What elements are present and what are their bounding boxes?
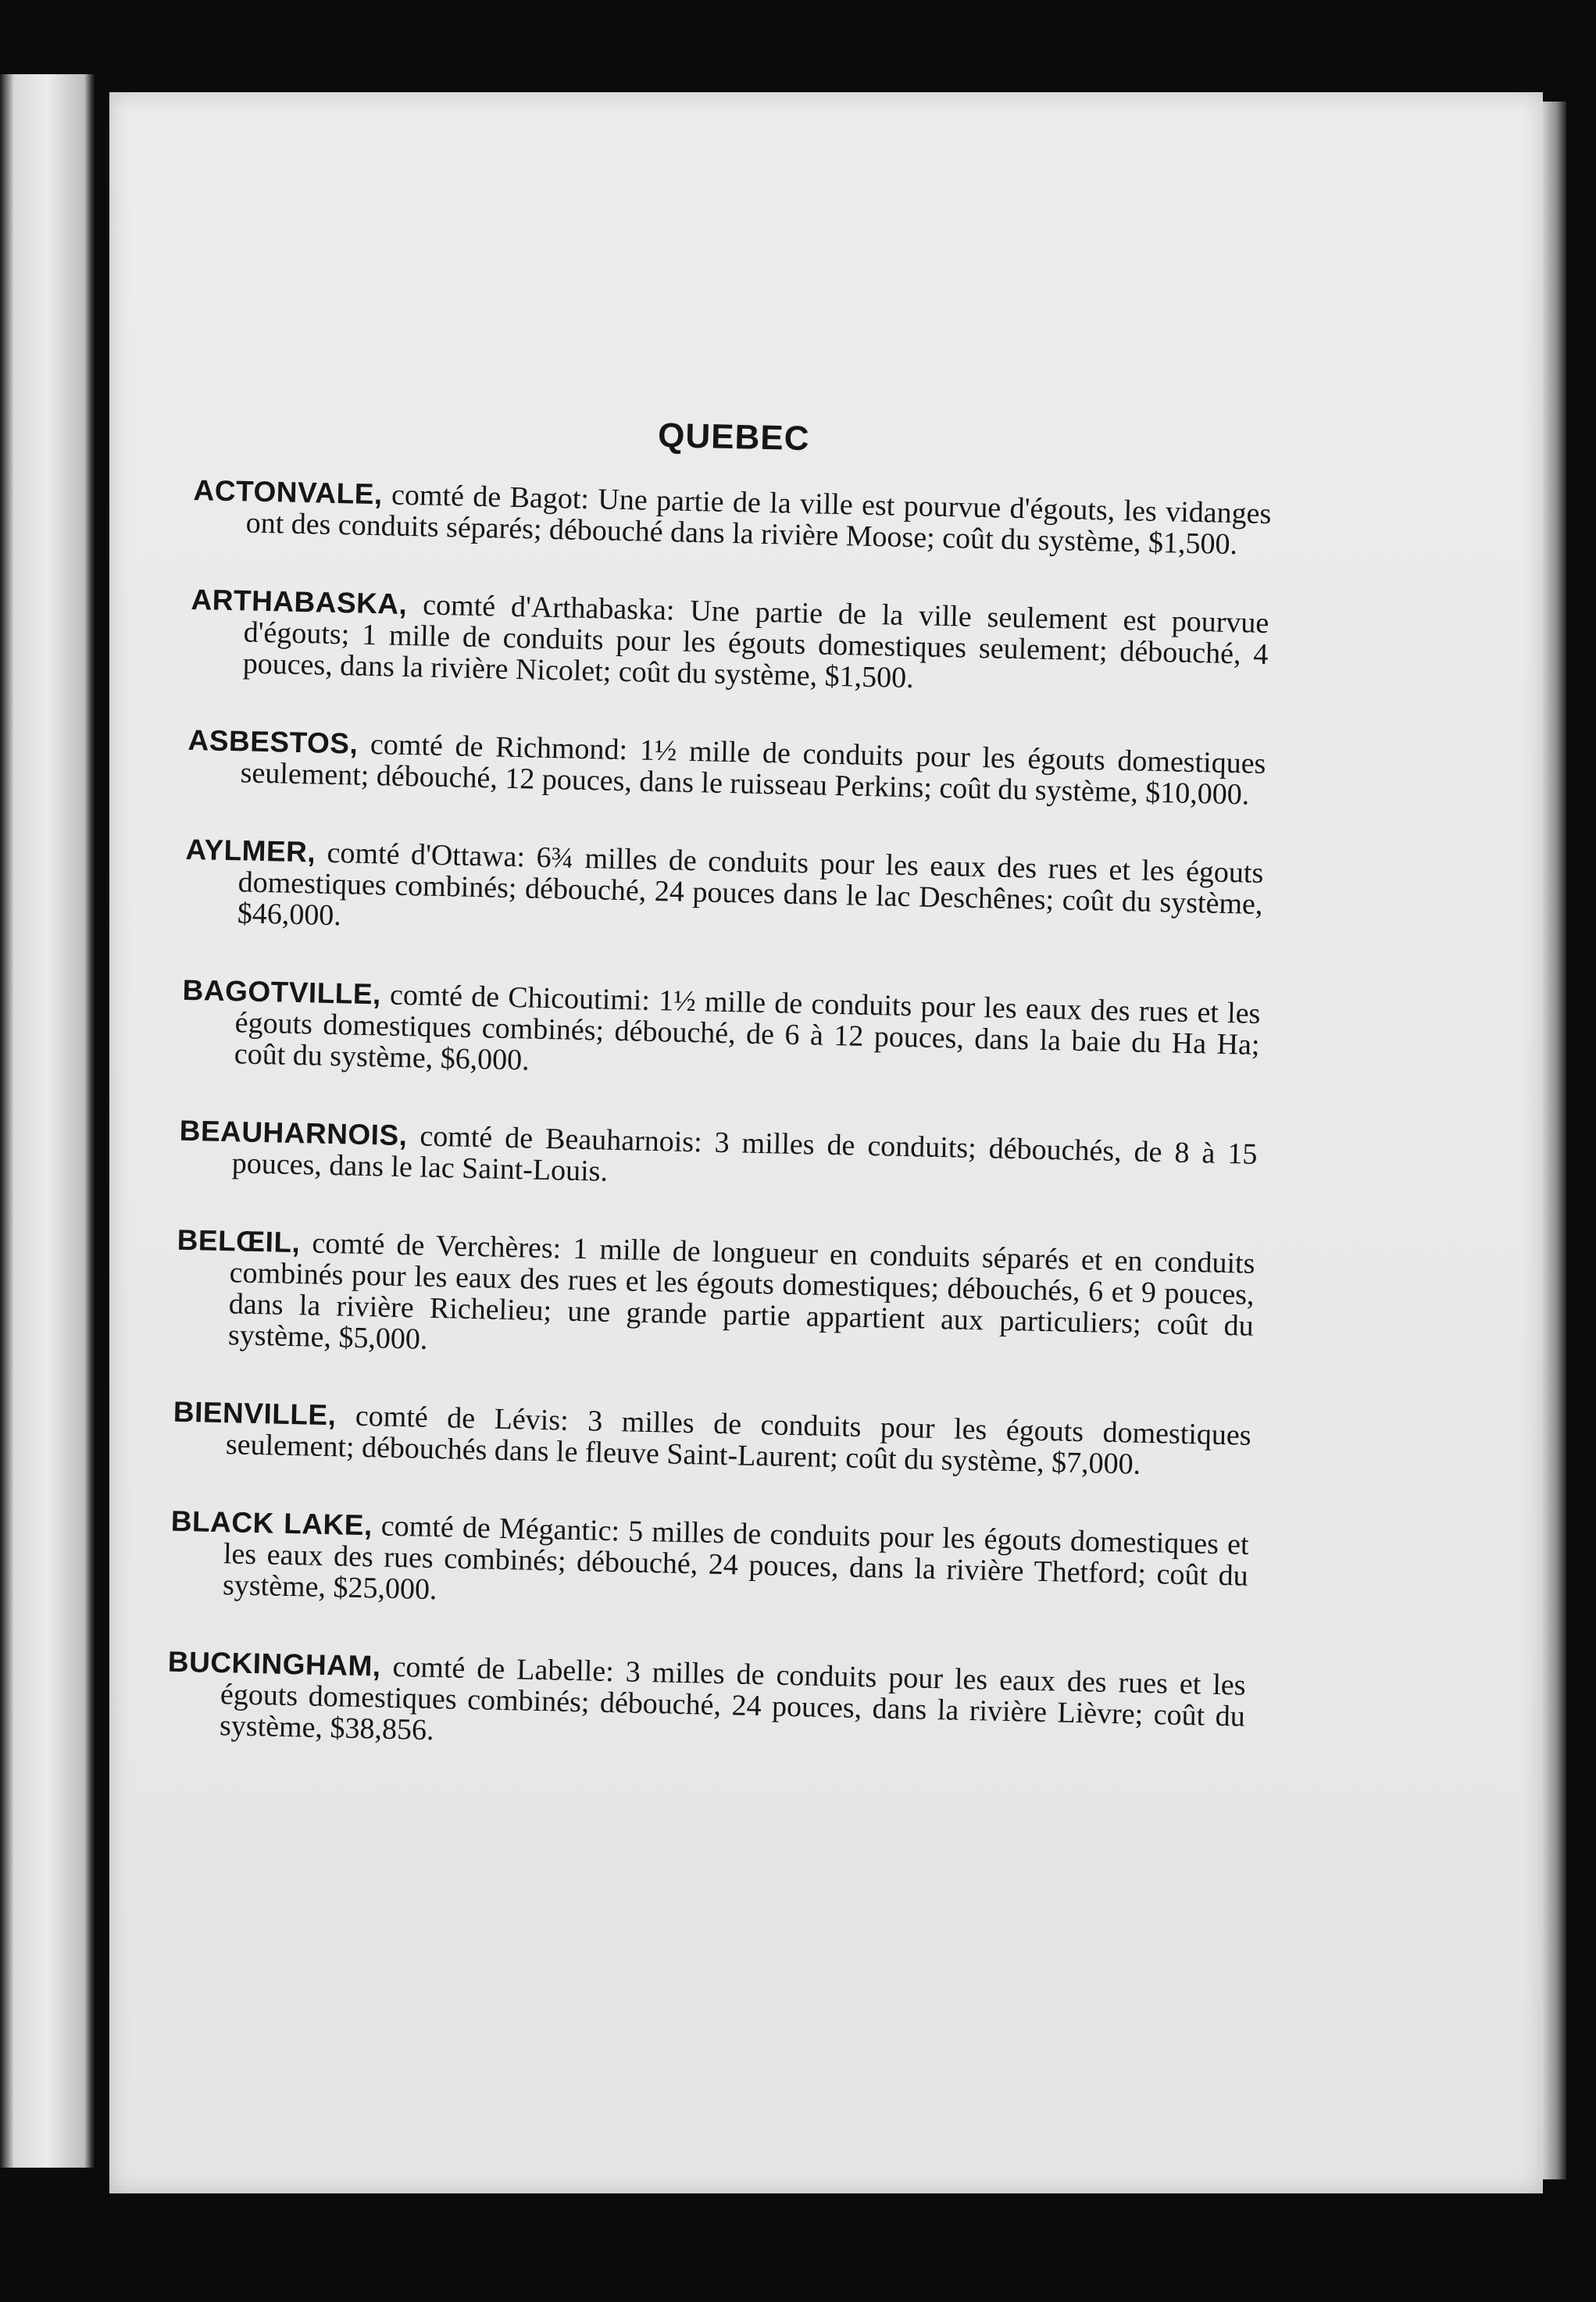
entry-actonvale xyxy=(192,475,1271,561)
entry-description: comté de Mégantic: 5 milles de conduits pour les égouts domestiques et les eaux des rues combinés; débouché, 24 pouces, dans la rivière Thetford; coût du système, $25,000. xyxy=(222,1509,1249,1607)
entry-bagotville xyxy=(181,975,1261,1092)
entry-aylmer xyxy=(184,834,1263,951)
entry-black-lake xyxy=(170,1506,1249,1623)
entry-place-name: BAGOTVILLE, xyxy=(182,973,382,1011)
page-right-edge xyxy=(1543,102,1566,2179)
entry-arthabaska xyxy=(189,584,1269,701)
entry-place-name: ARTHABASKA, xyxy=(191,583,408,620)
entry-beloeil xyxy=(175,1225,1255,1373)
entry-place-name: BEAUHARNOIS, xyxy=(179,1114,408,1152)
entry-buckingham xyxy=(166,1647,1246,1764)
entry-place-name: ASBESTOS, xyxy=(187,723,359,760)
entry-place-name: BELŒIL, xyxy=(177,1223,301,1259)
entry-place-name: BLACK LAKE, xyxy=(170,1504,373,1542)
page-heading: QUEBEC xyxy=(657,416,810,459)
entry-description: comté de Bagot: Une partie de la ville est pourvue d'égouts, les vidanges ont des conduits séparés; débouché dans la rivière Moose; coût du système, $1,500. xyxy=(245,478,1272,562)
facing-page-edge xyxy=(0,74,94,2168)
entry-beauharnois xyxy=(178,1115,1257,1201)
entry-description: comté d'Arthabaska: Une partie de la ville seulement est pourvue d'égouts; 1 mille de conduits pour les égouts domestiques seulement; débouché, 4 pouces, dans la rivière Nicolet; coût du système, $1,500. xyxy=(242,588,1269,695)
entry-description: comté d'Ottawa: 6¾ milles de conduits pour les eaux des rues et les égouts domestiques combinés; débouché, 24 pouces dans le lac Deschênes; coût du système, $46,000. xyxy=(237,836,1264,933)
entry-description: comté de Labelle: 3 milles de conduits pour les eaux des rues et les égouts domestiques combinés; débouché, 24 pouces, dans la rivière Lièvre; coût du système, $38,856. xyxy=(219,1650,1247,1747)
entry-place-name: BUCKINGHAM, xyxy=(167,1645,382,1683)
entry-description: comté de Lévis: 3 milles de conduits pour les égouts domestiques seulement; débouchés dans le fleuve Saint-Laurent; coût du système, $7,000. xyxy=(225,1399,1252,1481)
entry-description: comté de Verchères: 1 mille de longueur en conduits séparés et en conduits combinés pour les eaux des rues et les égouts domestiques; débouchés, 6 et 9 pouces, dans la rivière Richelieu; une grande partie appartient aux particuliers; coût du système, $5,000. xyxy=(227,1226,1255,1356)
entry-place-name: BIENVILLE, xyxy=(173,1395,337,1432)
entry-description: comté de Richmond: 1½ mille de conduits pour les égouts domestiques seulement; débouché, 12 pouces, dans le ruisseau Perkins; coût du système, $10,000. xyxy=(240,727,1266,812)
entry-place-name: AYLMER, xyxy=(185,833,316,869)
entry-asbestos xyxy=(187,725,1266,811)
entry-description: comté de Beauharnois: 3 milles de conduits; débouchés, de 8 à 15 pouces, dans le lac Saint-Louis. xyxy=(231,1119,1258,1188)
entry-description: comté de Chicoutimi: 1½ mille de conduits pour les eaux des rues et les égouts domestiques combinés; débouché, de 6 à 12 pouces, dans la baie du Ha Ha; coût du système, $6,000. xyxy=(234,978,1261,1077)
entry-place-name: ACTONVALE, xyxy=(193,473,384,511)
entry-bienville xyxy=(173,1397,1251,1483)
page-text-block xyxy=(165,406,1273,1811)
